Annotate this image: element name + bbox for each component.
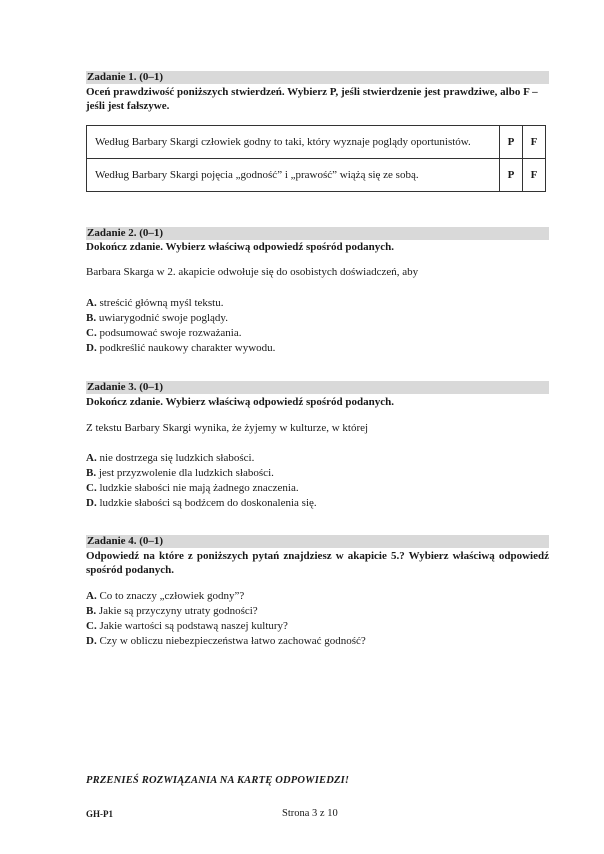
option-text: podkreślić naukowy charakter wywodu. (99, 342, 276, 354)
task-3-header: Zadanie 3. (0–1) (86, 381, 549, 394)
option-text: ludzkie słabości nie mają żadnego znaczenia. (99, 482, 299, 494)
option-text: streścić główną myśl tekstu. (99, 297, 224, 309)
option-text: Co to znaczy „człowiek godny”? (99, 590, 245, 602)
option-c[interactable] (86, 481, 549, 496)
option-letter: D. (86, 635, 97, 647)
true-false-table (86, 125, 546, 192)
answer-p-1[interactable]: P (500, 126, 523, 159)
exam-code: GH-P1 (86, 809, 113, 819)
task-1-header: Zadanie 1. (0–1) (86, 71, 549, 84)
option-c[interactable] (86, 619, 549, 634)
option-letter: B. (86, 605, 97, 617)
task-1-instruction: Oceń prawdziwość poniższych stwierdzeń. Wybierz P, jeśli stwierdzenie jest prawdziwe, albo F – jeśli jest fałszywe. (86, 86, 538, 112)
option-b[interactable] (86, 604, 549, 619)
option-letter: C. (86, 620, 97, 632)
table-row (87, 126, 546, 159)
table-row (87, 159, 546, 192)
option-b[interactable] (86, 311, 549, 326)
option-letter: B. (86, 312, 97, 324)
option-d[interactable] (86, 341, 549, 356)
statement-1: Według Barbary Skargi człowiek godny to taki, który wyznaje poglądy oportunistów. (87, 126, 500, 159)
option-text: Jakie są przyczyny utraty godności? (98, 605, 258, 617)
task-4-header: Zadanie 4. (0–1) (86, 535, 549, 548)
option-letter: A. (86, 590, 97, 602)
option-a[interactable] (86, 589, 549, 604)
option-text: Czy w obliczu niebezpieczeństwa łatwo zachować godność? (99, 635, 366, 647)
option-a[interactable] (86, 451, 549, 466)
answer-f-1[interactable]: F (523, 126, 546, 159)
answer-f-2[interactable]: F (523, 159, 546, 192)
page-number: Strona 3 z 10 (282, 808, 338, 819)
option-d[interactable] (86, 496, 549, 511)
option-d[interactable] (86, 634, 549, 649)
option-text: ludzkie słabości są bodźcem do doskonalenia się. (99, 497, 317, 509)
task-2-instruction: Dokończ zdanie. Wybierz właściwą odpowiedź spośród podanych. (86, 241, 395, 253)
option-text: podsumować swoje rozważania. (99, 327, 242, 339)
task-2-header: Zadanie 2. (0–1) (86, 227, 549, 240)
statement-2: Według Barbary Skargi pojęcia „godność” i „prawość” wiążą się ze sobą. (87, 159, 500, 192)
task-4-instruction: Odpowiedź na które z poniższych pytań znajdziesz w akapicie 5.? Wybierz właściwą odpowiedź spośród podanych. (86, 550, 549, 576)
option-b[interactable] (86, 466, 549, 481)
option-text: nie dostrzega się ludzkich słabości. (99, 452, 255, 464)
task-3-prompt: Z tekstu Barbary Skargi wynika, że żyjemy w kulturze, w której (86, 422, 369, 434)
option-text: uwiarygodnić swoje poglądy. (98, 312, 228, 324)
option-letter: A. (86, 297, 97, 309)
option-letter: D. (86, 497, 97, 509)
task-3-instruction: Dokończ zdanie. Wybierz właściwą odpowiedź spośród podanych. (86, 396, 395, 408)
task-2-options (86, 296, 549, 356)
task-3-options (86, 451, 549, 511)
option-letter: C. (86, 327, 97, 339)
option-letter: B. (86, 467, 97, 479)
option-text: jest przyzwolenie dla ludzkich słabości. (98, 467, 274, 479)
option-letter: A. (86, 452, 97, 464)
option-letter: C. (86, 482, 97, 494)
transfer-answers-note: PRZENIEŚ ROZWIĄZANIA NA KARTĘ ODPOWIEDZI! (86, 775, 350, 786)
task-2-prompt: Barbara Skarga w 2. akapicie odwołuje się do osobistych doświadczeń, aby (86, 266, 419, 278)
answer-p-2[interactable]: P (500, 159, 523, 192)
option-a[interactable] (86, 296, 549, 311)
task-4-options (86, 589, 549, 649)
option-letter: D. (86, 342, 97, 354)
option-c[interactable] (86, 326, 549, 341)
option-text: Jakie wartości są podstawą naszej kultury? (99, 620, 288, 632)
